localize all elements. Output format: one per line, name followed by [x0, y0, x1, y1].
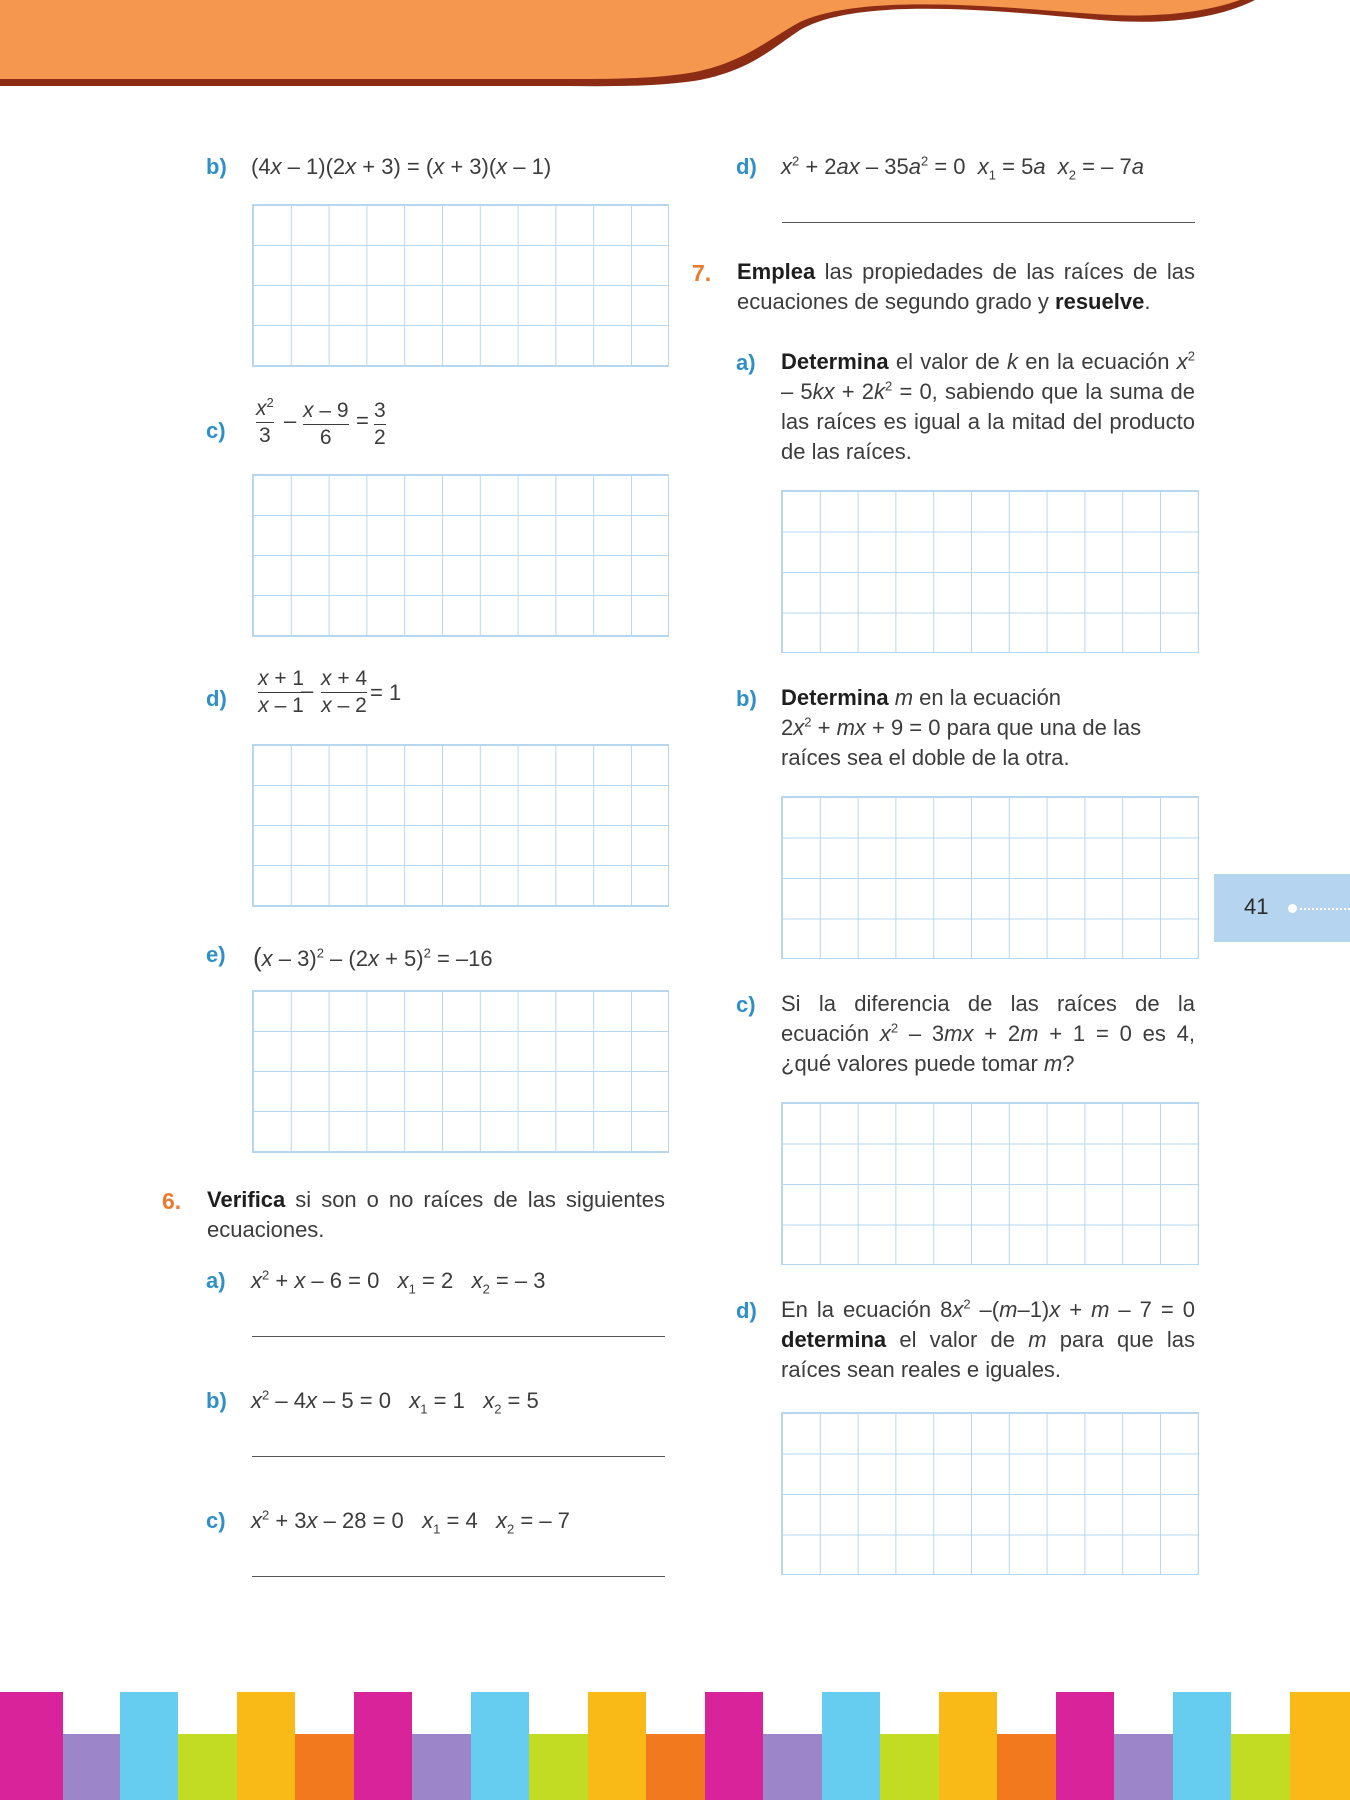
q7-label-c: c)	[736, 992, 756, 1017]
item-label-c: c)	[206, 418, 226, 443]
fraction-d2: x + 4 x – 2	[321, 667, 368, 717]
fraction-c1: $x^2$ 3	[256, 395, 274, 447]
q7-b-text: Determina m en la ecuación $2x^2$ + mx + 9 = 0 para que una de las raíces sea el doble de la otra.	[781, 685, 1142, 770]
page-number: 41	[1244, 894, 1269, 919]
minus-c: –	[284, 408, 297, 433]
page-number-tab	[1214, 874, 1350, 942]
page-tab-dot-icon	[1288, 904, 1297, 913]
answer-grid-e[interactable]	[252, 990, 669, 1153]
question-6-text: Verifica si son o no raíces de las siguientes ecuaciones.	[207, 1187, 665, 1242]
fraction-c3: 3 2	[374, 399, 386, 449]
answer-grid-7c[interactable]	[781, 1102, 1199, 1265]
equals-c: =	[356, 408, 369, 433]
question-7-text: Emplea las propiedades de las raíces de las ecuaciones de segundo grado y resuelve.	[737, 259, 1195, 314]
question-number-6: 6.	[162, 1188, 182, 1214]
fraction-d1: x + 1 x – 1	[258, 667, 305, 717]
answer-grid-7d[interactable]	[781, 1412, 1199, 1575]
q6-equation-c: $x^2 + 3x - 28 = 0$ $x_1 = 4$ $x_2$ = – 7	[251, 1507, 570, 1537]
item-label-b: b)	[206, 154, 227, 179]
q6-label-b: b)	[206, 1388, 227, 1413]
minus-d: –	[301, 678, 314, 703]
q6-answer-line-c[interactable]	[252, 1576, 665, 1577]
q7-label-b: b)	[736, 686, 757, 711]
q7-label-d: d)	[736, 1298, 757, 1323]
equation-e: $(x - 3)^2 - (2x + 5)^2 = -16$	[253, 942, 493, 972]
equation-b: (4x – 1)(2x + 3) = (x + 3)(x – 1)	[251, 154, 552, 179]
answer-grid-b[interactable]	[252, 204, 669, 367]
question-number-7: 7.	[692, 260, 712, 286]
q7-a-text: Determina el valor de k en la ecuación $x^2 - 5kx + 2k^2 = 0$, sabiendo que la suma de las raíces es igual a la mitad del producto de las raíces.	[781, 348, 1196, 464]
q6-answer-line-b[interactable]	[252, 1456, 665, 1457]
q6-answer-line-d[interactable]	[782, 222, 1195, 223]
q6-equation-a: $x^2 + x - 6 = 0$ $x_1 = 2$ $x_2$ = – 3	[251, 1267, 546, 1297]
q7-c-text: Si la diferencia de las raíces de la ecuación $x^2 - 3mx + 2m + 1 = 0$ es 4, ¿qué valores puede tomar m?	[781, 991, 1195, 1076]
q7-d-text: En la ecuación $8x^2$ –(m–1)x + m – 7 = 0 determina el valor de m para que las raíces sean reales e iguales.	[781, 1296, 1195, 1382]
item-label-e: e)	[206, 942, 226, 967]
q6-answer-line-a[interactable]	[252, 1336, 665, 1337]
q7-label-a: a)	[736, 350, 756, 375]
answer-grid-7b[interactable]	[781, 796, 1199, 959]
q6-label-a: a)	[206, 1268, 226, 1293]
q6-label-d: d)	[736, 154, 757, 179]
answer-grid-c[interactable]	[252, 474, 669, 637]
page-tab-dotted-line	[1300, 908, 1350, 910]
rhs-d: = 1	[370, 680, 402, 705]
answer-grid-7a[interactable]	[781, 490, 1199, 653]
header-wave	[0, 0, 1350, 100]
q6-label-c: c)	[206, 1508, 226, 1533]
fraction-c2: x – 9 6	[303, 399, 349, 449]
q6-equation-b: $x^2 - 4x - 5 = 0$ $x_1 = 1$ $x_2 = 5$	[251, 1387, 539, 1417]
answer-grid-d[interactable]	[252, 744, 669, 907]
bottom-stripe-band	[0, 1692, 1350, 1800]
q6-equation-d: $x^2 + 2ax - 35a^2 = 0$ $x_1 = 5a$ $x_2$ = – 7a	[781, 153, 1144, 183]
item-label-d: d)	[206, 686, 227, 711]
